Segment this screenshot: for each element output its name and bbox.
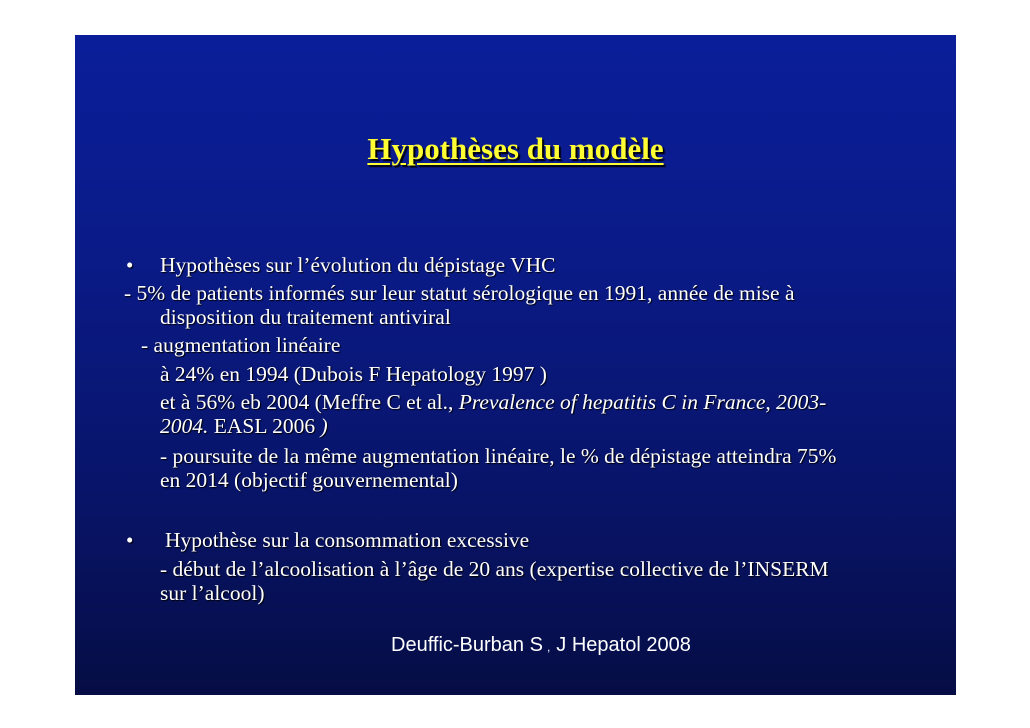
reference-author: Deuffic-Burban S xyxy=(391,634,543,656)
slide-title: Hypothèses du modèle xyxy=(367,131,664,166)
text-line: - début de l’alcoolisation à l’âge de 20 ans (expertise collective de l’INSERM xyxy=(160,557,829,581)
italic-citation: Prevalence of hepatitis C in France, 2003- xyxy=(458,390,827,414)
reference-citation xyxy=(391,633,691,659)
text-line: à 24% en 1994 (Dubois F Hepatology 1997 ) xyxy=(160,362,547,386)
italic-paren: ) xyxy=(320,414,328,438)
bullet-2-heading: Hypothèse sur la consommation excessive xyxy=(165,528,530,552)
text-line: sur l’alcool) xyxy=(160,581,265,605)
text-line: disposition du traitement antiviral xyxy=(160,305,451,329)
text-line: - augmentation linéaire xyxy=(141,333,341,357)
bullet-marker-2: • xyxy=(126,528,134,552)
slide xyxy=(75,35,956,695)
bullet-marker-1: • xyxy=(126,253,134,277)
text-segment: Meffre C et al., xyxy=(321,390,459,414)
text-line: - 5% de patients informés sur leur statut sérologique en 1991, année de mise à xyxy=(124,281,795,305)
reference-comma: , xyxy=(546,640,551,654)
text-line xyxy=(160,390,826,414)
text-line: - poursuite de la même augmentation linéaire, le % de dépistage atteindra 75% xyxy=(160,444,837,468)
text-line xyxy=(160,414,328,438)
text-line: en 2014 (objectif gouvernemental) xyxy=(160,468,458,492)
text-segment: EASL 2006 xyxy=(208,414,321,438)
reference-journal: J Hepatol 2008 xyxy=(556,634,691,656)
bullet-1-heading: Hypothèses sur l’évolution du dépistage VHC xyxy=(160,253,556,277)
italic-citation: 2004. xyxy=(160,414,209,438)
text-segment: et à 56% eb 2004 ( xyxy=(160,390,322,414)
